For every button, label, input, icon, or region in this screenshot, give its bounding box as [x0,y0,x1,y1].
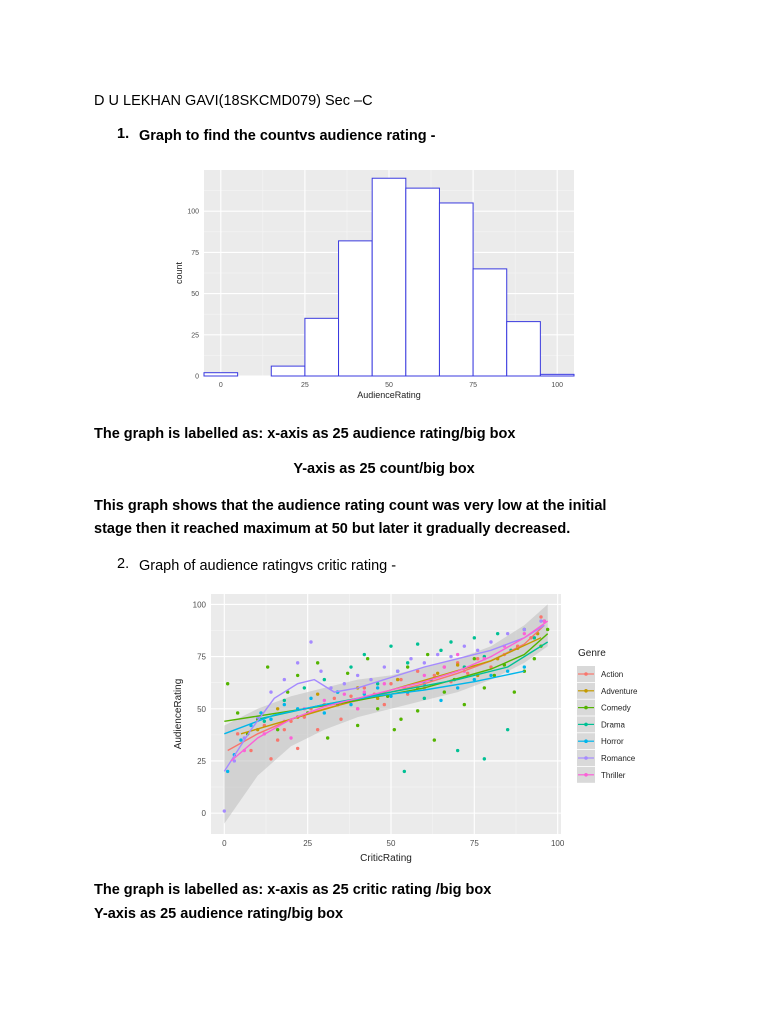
scatter-point [436,672,439,675]
scatter-point [276,728,279,731]
scatter-y-tick-label: 25 [197,756,206,766]
scatter-legend [577,666,638,783]
scatter-point [226,682,229,685]
scatter-point [263,720,266,723]
histogram-bar [204,373,238,376]
scatter-point [496,632,499,635]
histogram-x-tick-label: 75 [469,382,477,389]
scatter-point [343,692,346,695]
scatter-point [476,649,479,652]
histogram-x-tick-label: 100 [551,382,564,389]
scatter-point [393,728,396,731]
legend-label: Action [601,670,624,679]
scatter-point [223,809,226,812]
scatter-point [506,670,509,673]
scatter-point [389,682,392,685]
scatter-point [456,653,459,656]
scatter-point [416,709,419,712]
scatter-x-tick-label: 0 [222,839,227,848]
scatter-point [539,615,542,618]
scatter-point [326,736,329,739]
scatter-point [506,632,509,635]
scatter-point [309,640,312,643]
scatter-x-tick-label: 25 [303,839,313,848]
histogram-y-tick-label: 75 [191,249,199,257]
scatter-point [323,678,326,681]
scatter-point [456,749,459,752]
scatter-point [383,682,386,685]
scatter-point [226,770,229,773]
scatter-point [523,632,526,635]
scatter-x-axis-label: CriticRating [360,853,412,864]
scatter-point [323,699,326,702]
q1-description-line-2: stage then it reached maximum at 50 but later it gradually decreased. [94,521,571,537]
scatter-point [349,695,352,698]
scatter-point [383,703,386,706]
scatter-point [339,718,342,721]
histogram-y-tick-label: 50 [191,291,199,299]
scatter-point [349,665,352,668]
scatter-point [439,699,442,702]
scatter-point [356,674,359,677]
scatter-point [483,757,486,760]
scatter-point [276,738,279,741]
histogram-bar [339,241,373,376]
scatter-point [416,642,419,645]
scatter-point [283,678,286,681]
q1-label-y: Y-axis as 25 count/big box [293,461,475,477]
histogram-bar [372,178,406,376]
scatter-point [389,644,392,647]
legend-label: Romance [601,754,636,763]
scatter-point [399,678,402,681]
histogram-y-tick-label: 25 [191,332,199,340]
scatter-point [276,707,279,710]
histogram-x-axis-label: AudienceRating [357,390,421,400]
histogram-x-tick-label: 50 [385,382,393,389]
scatter-point [349,703,352,706]
scatter-point [323,711,326,714]
scatter-point [396,678,399,681]
legend-label: Horror [601,737,624,747]
histogram-bar [439,203,473,376]
legend-key-point [584,773,588,777]
scatter-point [456,686,459,689]
scatter-legend-title: Genre [578,648,606,659]
scatter-point [363,690,366,693]
scatter-point [523,628,526,631]
legend-label: Comedy [601,703,631,713]
student-header: D U LEKHAN GAVI(18SKCMD079) Sec –C [94,93,373,109]
scatter-point [269,690,272,693]
histogram-bar [406,188,440,376]
scatter-point [356,707,359,710]
scatter-point [443,690,446,693]
histogram-bar [540,374,574,376]
scatter-point [283,728,286,731]
scatter-point [539,619,542,622]
scatter-point [309,697,312,700]
q2-title: Graph of audience ratingvs critic rating - [139,558,397,574]
scatter-point [489,640,492,643]
scatter-y-tick-label: 75 [197,652,206,662]
q1-number: 1. [117,126,130,142]
scatter-point [269,757,272,760]
scatter-point [376,686,379,689]
legend-key-point [584,756,588,760]
scatter-point [523,665,526,668]
scatter-point [513,690,516,693]
scatter-point [356,724,359,727]
q2-label-x: The graph is labelled as: x-axis as 25 critic rating /big box [94,882,492,898]
scatter-point [239,738,242,741]
q2-label-y: Y-axis as 25 audience rating/big box [94,906,344,922]
scatter-x-tick-label: 75 [469,839,479,848]
scatter-point [546,628,549,631]
scatter-point [483,686,486,689]
legend-key-point [584,689,588,693]
scatter-chart [165,588,665,868]
scatter-y-tick-label: 50 [197,704,206,714]
scatter-point [473,657,476,660]
scatter-point [463,644,466,647]
scatter-point [399,718,402,721]
scatter-point [236,711,239,714]
scatter-y-tick-label: 100 [192,600,206,610]
scatter-point [266,665,269,668]
scatter-point [383,665,386,668]
histogram-bar [507,322,541,376]
scatter-point [236,732,239,735]
scatter-point [249,749,252,752]
scatter-point [449,655,452,658]
scatter-point [303,686,306,689]
scatter-y-tick-label: 0 [201,809,206,819]
scatter-point [283,699,286,702]
scatter-point [433,738,436,741]
scatter-point [473,636,476,639]
histogram-y-axis-label: count [174,261,184,285]
legend-key-point [584,739,588,743]
histogram-bar [305,318,339,376]
scatter-point [439,649,442,652]
scatter-x-tick-label: 100 [550,839,565,848]
scatter-point [396,670,399,673]
legend-key-point [584,723,588,727]
legend-label: Adventure [601,686,638,696]
scatter-point [283,703,286,706]
scatter-point [406,661,409,664]
legend-key-point [584,706,588,710]
scatter-point [533,657,536,660]
scatter-point [506,728,509,731]
scatter-x-tick-label: 50 [386,839,396,848]
scatter-point [296,674,299,677]
scatter-point [346,672,349,675]
histogram-x-tick-label: 0 [218,382,223,389]
scatter-point [316,661,319,664]
scatter-point [456,663,459,666]
scatter-point [289,736,292,739]
legend-key-point [584,672,588,676]
q1-label-x: The graph is labelled as: x-axis as 25 audience rating/big box [94,426,516,442]
histogram-y-tick-label: 0 [195,373,199,381]
legend-label: Thriller [601,770,626,780]
q2-number: 2. [117,556,130,572]
scatter-point [343,682,346,685]
histogram-y-tick-label: 100 [187,208,199,216]
scatter-y-axis-label: AudienceRating [173,678,184,750]
histogram-chart [160,164,580,404]
scatter-point [409,657,412,660]
scatter-point [366,657,369,660]
scatter-point [363,653,366,656]
scatter-point [376,707,379,710]
histogram-x-tick-label: 25 [301,382,309,389]
legend-label: Drama [601,720,626,730]
scatter-point [443,665,446,668]
scatter-point [316,728,319,731]
scatter-point [463,703,466,706]
scatter-point [369,678,372,681]
scatter-point [426,653,429,656]
scatter-point [269,718,272,721]
scatter-point [423,674,426,677]
scatter-point [436,653,439,656]
scatter-point [449,640,452,643]
histogram-bar [473,269,507,376]
scatter-point [466,672,469,675]
scatter-point [296,661,299,664]
scatter-point [403,770,406,773]
scatter-point [406,665,409,668]
scatter-point [319,670,322,673]
q1-description-line-1: This graph shows that the audience rating count was very low at the initial [94,498,607,514]
scatter-point [316,692,319,695]
scatter-point [489,674,492,677]
scatter-point [333,697,336,700]
scatter-point [423,697,426,700]
scatter-point [423,661,426,664]
scatter-point [296,747,299,750]
histogram-bar [271,366,305,376]
q1-title: Graph to find the countvs audience rating - [139,128,436,144]
scatter-point [476,657,479,660]
